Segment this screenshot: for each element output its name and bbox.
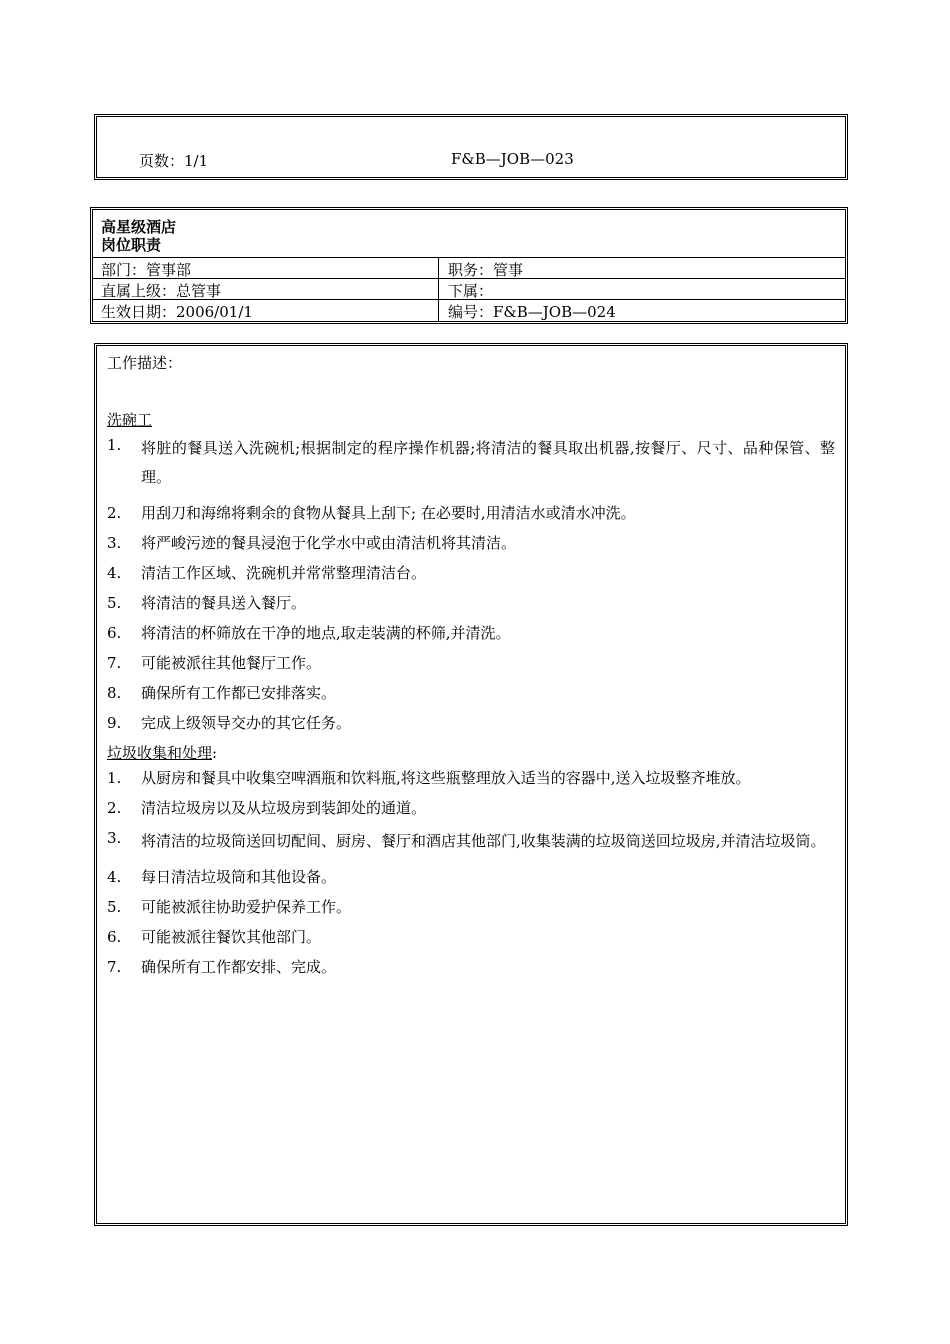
list-item <box>107 896 835 918</box>
list-item-number: 1. <box>107 769 122 787</box>
list-item-number: 3. <box>107 534 122 552</box>
subordinate-cell: 下属： <box>448 282 494 300</box>
garbage-duties-list <box>107 767 835 978</box>
position-cell: 职务：管事 <box>448 261 524 279</box>
job-info-table <box>90 207 848 324</box>
list-item-number: 9. <box>107 714 122 732</box>
list-item-number: 6. <box>107 928 122 946</box>
list-item-number: 4. <box>107 868 122 886</box>
list-item-text: 确保所有工作都已安排落实。 <box>141 684 337 702</box>
list-item-text: 清洁工作区域、洗碗机并常常整理清洁台。 <box>141 564 427 582</box>
list-item <box>107 712 835 734</box>
list-item-text: 完成上级领导交办的其它任务。 <box>141 714 352 732</box>
info-row-superior <box>93 279 845 300</box>
superior-cell: 直属上级：总管事 <box>101 282 222 300</box>
section-title-garbage-wrap <box>107 742 835 764</box>
job-description-content <box>107 352 835 986</box>
description-heading: 工作描述： <box>107 354 183 372</box>
doc-title: 岗位职责 <box>101 236 162 254</box>
page-count: 页数：1/1 <box>139 152 209 170</box>
list-item <box>107 562 835 584</box>
effective-date-cell: 生效日期：2006/01/1 <box>101 303 253 321</box>
list-item-number: 7. <box>107 958 122 976</box>
hotel-title: 高星级酒店 <box>101 218 177 236</box>
list-item <box>107 434 835 492</box>
list-item-number: 5. <box>107 594 122 612</box>
list-item-text: 确保所有工作都安排、完成。 <box>141 958 337 976</box>
info-row-date <box>93 300 845 320</box>
list-item-number: 8. <box>107 684 122 702</box>
list-item-number: 5. <box>107 898 122 916</box>
title-block <box>93 210 845 258</box>
list-item-text: 可能被派往餐饮其他部门。 <box>141 928 322 946</box>
list-item-text: 将清洁的垃圾筒送回切配间、厨房、餐厅和酒店其他部门,收集装满的垃圾筒送回垃圾房,并清洁垃圾筒。 <box>141 832 826 850</box>
list-item <box>107 652 835 674</box>
list-item-number: 3. <box>107 829 122 847</box>
header-box <box>94 114 848 180</box>
list-item-number: 2. <box>107 799 122 817</box>
list-item <box>107 827 835 856</box>
list-item-text: 每日清洁垃圾筒和其他设备。 <box>141 868 337 886</box>
list-item-number: 7. <box>107 654 122 672</box>
list-item-text: 可能被派往协助爱护保养工作。 <box>141 898 352 916</box>
list-item-number: 2. <box>107 504 122 522</box>
list-item <box>107 592 835 614</box>
list-item-text: 将脏的餐具送入洗碗机;根据制定的程序操作机器;将清洁的餐具取出机器,按餐厅、尺寸、品种保管、整理。 <box>141 439 835 486</box>
list-item-number: 4. <box>107 564 122 582</box>
dishwasher-duties-list <box>107 434 835 734</box>
list-item <box>107 682 835 704</box>
list-item <box>107 866 835 888</box>
section-title-garbage: 垃圾收集和处理 <box>107 744 213 762</box>
list-item-number: 1. <box>107 436 122 454</box>
list-item <box>107 767 835 789</box>
list-item-text: 将严峻污迹的餐具浸泡于化学水中或由清洁机将其清洁。 <box>141 534 517 552</box>
list-item <box>107 797 835 819</box>
list-item-text: 将清洁的杯筛放在干净的地点,取走装满的杯筛,并清洗。 <box>141 624 511 642</box>
list-item <box>107 926 835 948</box>
list-item <box>107 956 835 978</box>
department-cell: 部门：管事部 <box>101 261 192 279</box>
list-item-text: 可能被派往其他餐厅工作。 <box>141 654 322 672</box>
list-item <box>107 532 835 554</box>
list-item <box>107 622 835 644</box>
section-title-garbage-colon: : <box>212 744 218 762</box>
document-code: F&B—JOB—023 <box>451 150 574 168</box>
list-item-text: 从厨房和餐具中收集空啤酒瓶和饮料瓶,将这些瓶整理放入适当的容器中,送入垃圾整齐堆放。 <box>141 769 751 787</box>
list-item-text: 用刮刀和海绵将剩余的食物从餐具上刮下; 在必要时,用清洁水或清水冲洗。 <box>141 504 636 522</box>
info-row-department <box>93 258 845 279</box>
list-item-text: 清洁垃圾房以及从垃圾房到装卸处的通道。 <box>141 799 427 817</box>
list-item-text: 将清洁的餐具送入餐厅。 <box>141 594 307 612</box>
number-cell: 编号：F&B—JOB—024 <box>448 303 616 321</box>
job-description-box <box>94 343 848 1226</box>
list-item-number: 6. <box>107 624 122 642</box>
list-item <box>107 502 835 524</box>
section-title-dishwasher: 洗碗工 <box>107 411 153 429</box>
